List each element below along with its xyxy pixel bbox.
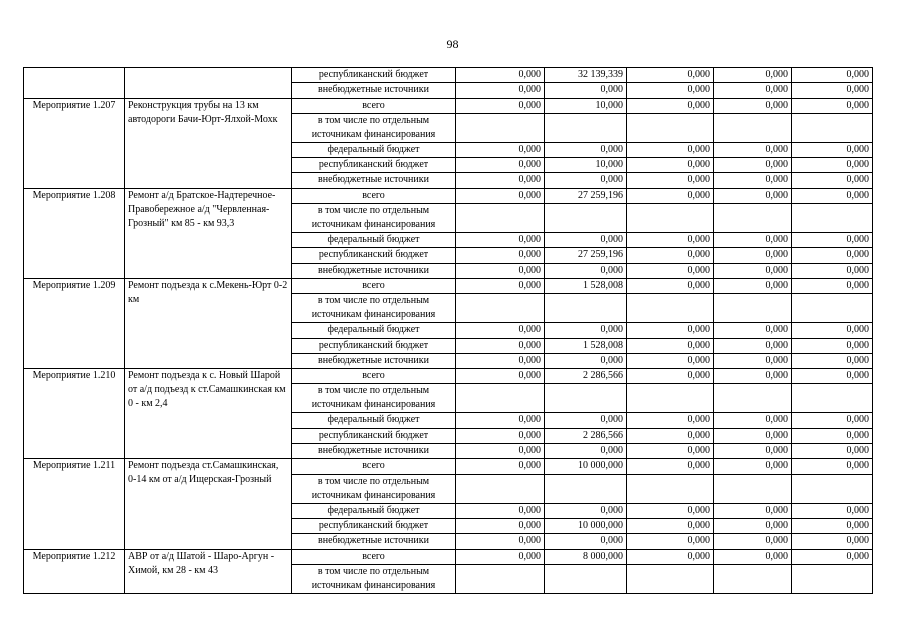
value-cell: 0,000 [456, 248, 545, 263]
empty-cell [545, 113, 627, 142]
value-cell: 0,000 [627, 353, 714, 368]
empty-cell [627, 113, 714, 142]
source-cell: в том числе по отдельным источникам финансирования [292, 564, 456, 593]
value-cell: 0,000 [627, 248, 714, 263]
table-row [24, 369, 873, 384]
value-cell: 0,000 [627, 188, 714, 203]
value-cell: 0,000 [714, 369, 792, 384]
source-cell: республиканский бюджет [292, 338, 456, 353]
empty-cell [792, 294, 873, 323]
value-cell: 0,000 [627, 233, 714, 248]
value-cell: 0,000 [456, 158, 545, 173]
source-cell: в том числе по отдельным источникам финансирования [292, 113, 456, 142]
value-cell: 27 259,196 [545, 248, 627, 263]
value-cell: 0,000 [456, 323, 545, 338]
value-cell: 0,000 [545, 413, 627, 428]
value-cell: 2 286,566 [545, 369, 627, 384]
value-cell: 0,000 [456, 369, 545, 384]
value-cell: 0,000 [792, 428, 873, 443]
value-cell: 0,000 [792, 173, 873, 188]
value-cell: 0,000 [627, 518, 714, 533]
value-cell: 0,000 [627, 68, 714, 83]
source-cell: федеральный бюджет [292, 503, 456, 518]
value-cell: 0,000 [545, 263, 627, 278]
empty-cell [545, 204, 627, 233]
value-cell: 0,000 [714, 173, 792, 188]
value-cell: 0,000 [792, 83, 873, 98]
value-cell: 0,000 [545, 233, 627, 248]
value-cell: 0,000 [714, 338, 792, 353]
measure-id-cell: Мероприятие 1.212 [24, 549, 125, 593]
measure-name-cell: АВР от а/д Шатой - Шаро-Аргун - Химой, км 28 - км 43 [125, 549, 292, 593]
empty-cell [714, 294, 792, 323]
value-cell: 0,000 [792, 369, 873, 384]
value-cell: 0,000 [792, 68, 873, 83]
value-cell: 0,000 [627, 173, 714, 188]
value-cell: 0,000 [627, 503, 714, 518]
table-row [24, 278, 873, 293]
source-cell: всего [292, 549, 456, 564]
table-row [24, 459, 873, 474]
measure-name-cell: Ремонт подъезда к с.Мекень-Юрт 0-2 км [125, 278, 292, 368]
source-cell: всего [292, 369, 456, 384]
value-cell: 0,000 [456, 534, 545, 549]
value-cell: 0,000 [627, 98, 714, 113]
value-cell: 0,000 [792, 549, 873, 564]
empty-cell [456, 113, 545, 142]
source-cell: в том числе по отдельным источникам финансирования [292, 204, 456, 233]
value-cell: 0,000 [456, 338, 545, 353]
value-cell: 0,000 [714, 83, 792, 98]
value-cell: 0,000 [456, 518, 545, 533]
value-cell: 10,000 [545, 158, 627, 173]
value-cell: 0,000 [545, 444, 627, 459]
value-cell: 0,000 [714, 188, 792, 203]
source-cell: в том числе по отдельным источникам финансирования [292, 474, 456, 503]
empty-cell [627, 564, 714, 593]
value-cell: 0,000 [456, 549, 545, 564]
value-cell: 0,000 [792, 142, 873, 157]
page-number: 98 [446, 37, 459, 51]
value-cell: 0,000 [627, 158, 714, 173]
value-cell: 0,000 [792, 188, 873, 203]
measure-id-cell: Мероприятие 1.209 [24, 278, 125, 368]
value-cell: 32 139,339 [545, 68, 627, 83]
value-cell: 0,000 [456, 428, 545, 443]
value-cell: 0,000 [714, 353, 792, 368]
value-cell: 0,000 [545, 142, 627, 157]
empty-cell [792, 564, 873, 593]
value-cell: 0,000 [456, 263, 545, 278]
value-cell: 0,000 [792, 248, 873, 263]
value-cell: 0,000 [545, 173, 627, 188]
measure-id-cell: Мероприятие 1.211 [24, 459, 125, 549]
source-cell: республиканский бюджет [292, 428, 456, 443]
value-cell: 0,000 [627, 428, 714, 443]
source-cell: в том числе по отдельным источникам финансирования [292, 384, 456, 413]
table-row [24, 549, 873, 564]
value-cell: 0,000 [627, 534, 714, 549]
source-cell: федеральный бюджет [292, 233, 456, 248]
value-cell: 0,000 [545, 323, 627, 338]
value-cell: 10 000,000 [545, 518, 627, 533]
empty-cell [627, 384, 714, 413]
measure-id-cell: Мероприятие 1.207 [24, 98, 125, 188]
empty-cell [627, 204, 714, 233]
value-cell: 0,000 [456, 173, 545, 188]
value-cell: 0,000 [714, 428, 792, 443]
value-cell: 0,000 [545, 503, 627, 518]
value-cell: 0,000 [792, 233, 873, 248]
value-cell: 0,000 [627, 444, 714, 459]
source-cell: республиканский бюджет [292, 248, 456, 263]
empty-cell [545, 384, 627, 413]
value-cell: 0,000 [627, 83, 714, 98]
table-row [24, 98, 873, 113]
value-cell: 0,000 [456, 278, 545, 293]
value-cell: 0,000 [792, 503, 873, 518]
value-cell: 10,000 [545, 98, 627, 113]
value-cell: 0,000 [627, 549, 714, 564]
value-cell: 0,000 [627, 142, 714, 157]
source-cell: республиканский бюджет [292, 158, 456, 173]
measure-name-cell [125, 68, 292, 99]
empty-cell [545, 474, 627, 503]
value-cell: 0,000 [456, 83, 545, 98]
value-cell: 0,000 [792, 98, 873, 113]
value-cell: 10 000,000 [545, 459, 627, 474]
value-cell: 0,000 [627, 263, 714, 278]
source-cell: внебюджетные источники [292, 444, 456, 459]
value-cell: 0,000 [627, 338, 714, 353]
value-cell: 0,000 [627, 278, 714, 293]
value-cell: 0,000 [714, 233, 792, 248]
source-cell: внебюджетные источники [292, 173, 456, 188]
value-cell: 0,000 [456, 459, 545, 474]
empty-cell [714, 564, 792, 593]
value-cell: 0,000 [792, 278, 873, 293]
measure-id-cell: Мероприятие 1.208 [24, 188, 125, 278]
source-cell: всего [292, 278, 456, 293]
empty-cell [792, 384, 873, 413]
empty-cell [456, 204, 545, 233]
empty-cell [714, 474, 792, 503]
source-cell: всего [292, 188, 456, 203]
measure-id-cell: Мероприятие 1.210 [24, 369, 125, 459]
measure-name-cell: Ремонт подъезда ст.Самашкинская, 0-14 км от а/д Ищерская-Грозный [125, 459, 292, 549]
value-cell: 0,000 [714, 518, 792, 533]
value-cell: 0,000 [627, 369, 714, 384]
value-cell: 0,000 [456, 444, 545, 459]
table-row [24, 68, 873, 83]
empty-cell [792, 113, 873, 142]
value-cell: 0,000 [792, 444, 873, 459]
value-cell: 0,000 [792, 518, 873, 533]
value-cell: 0,000 [792, 158, 873, 173]
measure-id-cell [24, 68, 125, 99]
measure-name-cell: Ремонт подъезда к с. Новый Шарой от а/д подъезд к ст.Самашкинская км 0 - км 2,4 [125, 369, 292, 459]
value-cell: 0,000 [627, 459, 714, 474]
value-cell: 0,000 [545, 83, 627, 98]
value-cell: 0,000 [714, 413, 792, 428]
value-cell: 0,000 [456, 233, 545, 248]
value-cell: 0,000 [714, 98, 792, 113]
value-cell: 0,000 [714, 142, 792, 157]
source-cell: федеральный бюджет [292, 142, 456, 157]
value-cell: 0,000 [714, 549, 792, 564]
source-cell: внебюджетные источники [292, 83, 456, 98]
value-cell: 0,000 [456, 188, 545, 203]
value-cell: 0,000 [792, 263, 873, 278]
value-cell: 0,000 [627, 323, 714, 338]
value-cell: 0,000 [627, 413, 714, 428]
empty-cell [792, 204, 873, 233]
empty-cell [714, 384, 792, 413]
value-cell: 0,000 [714, 68, 792, 83]
value-cell: 0,000 [456, 413, 545, 428]
value-cell: 0,000 [714, 278, 792, 293]
source-cell: внебюджетные источники [292, 534, 456, 549]
value-cell: 0,000 [456, 503, 545, 518]
empty-cell [545, 564, 627, 593]
source-cell: всего [292, 459, 456, 474]
empty-cell [456, 384, 545, 413]
source-cell: в том числе по отдельным источникам финансирования [292, 294, 456, 323]
value-cell: 1 528,008 [545, 338, 627, 353]
value-cell: 0,000 [456, 68, 545, 83]
value-cell: 0,000 [792, 353, 873, 368]
source-cell: федеральный бюджет [292, 323, 456, 338]
value-cell: 0,000 [792, 413, 873, 428]
source-cell: внебюджетные источники [292, 353, 456, 368]
value-cell: 2 286,566 [545, 428, 627, 443]
empty-cell [545, 294, 627, 323]
empty-cell [714, 204, 792, 233]
budget-table-body [24, 68, 873, 594]
source-cell: всего [292, 98, 456, 113]
source-cell: федеральный бюджет [292, 413, 456, 428]
empty-cell [714, 113, 792, 142]
value-cell: 0,000 [456, 98, 545, 113]
value-cell: 1 528,008 [545, 278, 627, 293]
empty-cell [456, 474, 545, 503]
value-cell: 0,000 [714, 444, 792, 459]
value-cell: 0,000 [456, 353, 545, 368]
value-cell: 0,000 [714, 263, 792, 278]
value-cell: 0,000 [792, 323, 873, 338]
empty-cell [456, 294, 545, 323]
value-cell: 0,000 [792, 534, 873, 549]
measure-name-cell: Реконструкция трубы на 13 км автодороги Бачи-Юрт-Ялхой-Мохк [125, 98, 292, 188]
empty-cell [456, 564, 545, 593]
value-cell: 0,000 [714, 158, 792, 173]
value-cell: 0,000 [714, 248, 792, 263]
value-cell: 0,000 [714, 459, 792, 474]
value-cell: 0,000 [792, 459, 873, 474]
source-cell: республиканский бюджет [292, 68, 456, 83]
budget-table [23, 67, 873, 594]
value-cell: 0,000 [792, 338, 873, 353]
table-row [24, 188, 873, 203]
empty-cell [627, 294, 714, 323]
value-cell: 0,000 [714, 534, 792, 549]
empty-cell [627, 474, 714, 503]
value-cell: 0,000 [714, 323, 792, 338]
value-cell: 27 259,196 [545, 188, 627, 203]
value-cell: 0,000 [456, 142, 545, 157]
value-cell: 8 000,000 [545, 549, 627, 564]
source-cell: республиканский бюджет [292, 518, 456, 533]
value-cell: 0,000 [545, 353, 627, 368]
value-cell: 0,000 [714, 503, 792, 518]
measure-name-cell: Ремонт а/д Братское-Надтеречное-Правобережное а/д "Червленная-Грозный" км 85 - км 93,3 [125, 188, 292, 278]
value-cell: 0,000 [545, 534, 627, 549]
source-cell: внебюджетные источники [292, 263, 456, 278]
empty-cell [792, 474, 873, 503]
